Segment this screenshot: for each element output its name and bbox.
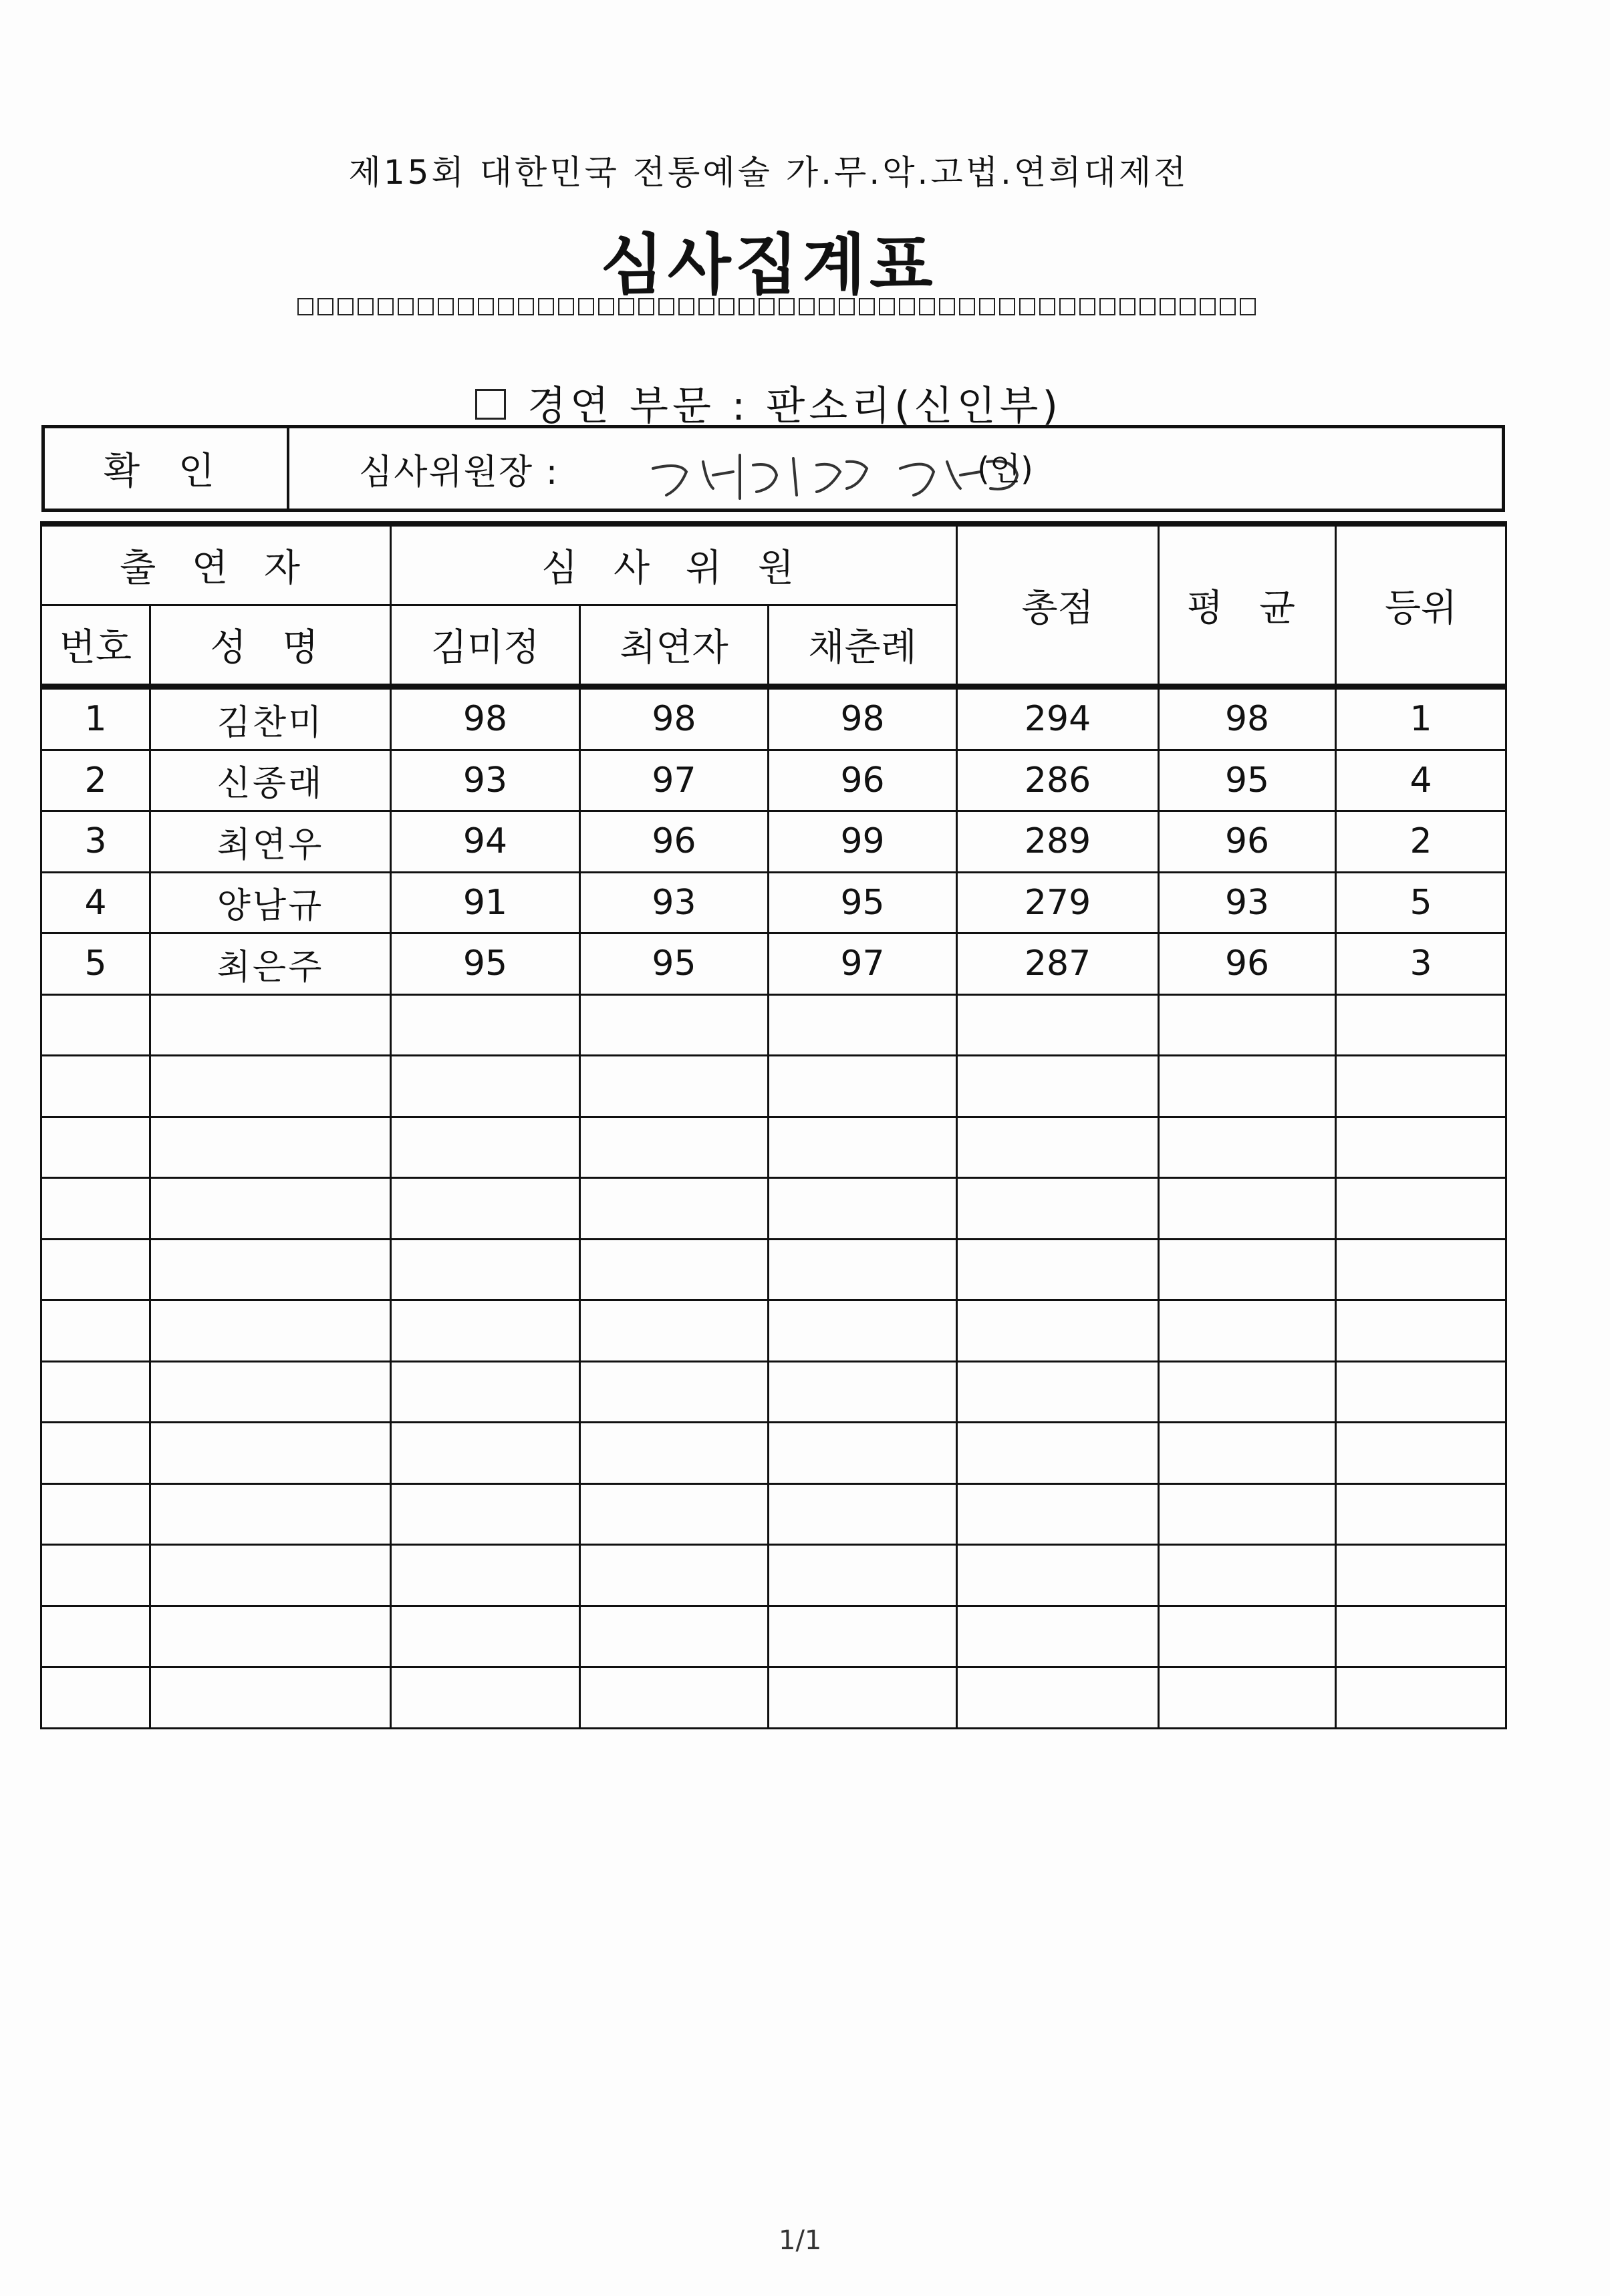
empty-cell: [41, 994, 150, 1056]
empty-cell: [769, 1423, 957, 1484]
empty-cell: [1336, 1178, 1506, 1240]
table-row: [41, 872, 1506, 934]
box-glyph: [338, 298, 354, 315]
cell-rank: 2: [1336, 811, 1506, 873]
empty-cell: [41, 1239, 150, 1300]
page-number: 1/1: [779, 2225, 822, 2256]
empty-cell: [957, 1117, 1159, 1178]
empty-cell: [580, 1300, 769, 1362]
cell-name: 김찬미: [150, 687, 391, 750]
empty-cell: [391, 1239, 580, 1300]
box-glyph: [718, 298, 734, 315]
cell-avg: 95: [1159, 750, 1336, 811]
empty-cell: [391, 1300, 580, 1362]
empty-cell: [769, 1667, 957, 1729]
empty-cell: [391, 1117, 580, 1178]
empty-row: [41, 1423, 1506, 1484]
cell-name: 신종래: [150, 750, 391, 811]
box-glyph: [1079, 298, 1095, 315]
empty-cell: [1336, 1239, 1506, 1300]
empty-cell: [769, 1300, 957, 1362]
empty-cell: [150, 1423, 391, 1484]
cell-name: 양남규: [150, 872, 391, 934]
cell-s2: 96: [580, 811, 769, 873]
cell-avg: 98: [1159, 687, 1336, 750]
empty-cell: [580, 1239, 769, 1300]
empty-cell: [1336, 1056, 1506, 1117]
empty-cell: [1159, 1667, 1336, 1729]
empty-row: [41, 1239, 1506, 1300]
cell-s1: 94: [391, 811, 580, 873]
cell-name: 최연우: [150, 811, 391, 873]
empty-cell: [150, 1300, 391, 1362]
rank-header: 등위: [1336, 524, 1506, 687]
empty-cell: [769, 1056, 957, 1117]
cell-s2: 93: [580, 872, 769, 934]
box-glyph: [799, 298, 815, 315]
performer-group-header: 출 연 자: [41, 524, 391, 605]
empty-row: [41, 1056, 1506, 1117]
empty-cell: [580, 1483, 769, 1545]
cell-s3: 95: [769, 872, 957, 934]
box-glyph: [638, 298, 654, 315]
empty-row: [41, 1361, 1506, 1423]
cell-total: 279: [957, 872, 1159, 934]
empty-cell: [1336, 1300, 1506, 1362]
empty-cell: [769, 1178, 957, 1240]
empty-cell: [150, 1178, 391, 1240]
table-row: [41, 750, 1506, 811]
empty-cell: [150, 1056, 391, 1117]
box-glyph: [1220, 298, 1236, 315]
division-line: [0, 374, 1537, 432]
box-glyph: [899, 298, 915, 315]
empty-cell: [1336, 1483, 1506, 1545]
empty-cell: [391, 994, 580, 1056]
empty-cell: [957, 1178, 1159, 1240]
empty-cell: [391, 1178, 580, 1240]
empty-cell: [41, 1178, 150, 1240]
cell-s3: 98: [769, 687, 957, 750]
confirmation-box: [41, 425, 1505, 512]
empty-cell: [580, 1606, 769, 1667]
box-glyph: [999, 298, 1015, 315]
empty-cell: [150, 1545, 391, 1606]
total-header: 총점: [957, 524, 1159, 687]
empty-cell: [150, 1239, 391, 1300]
empty-cell: [1336, 1545, 1506, 1606]
empty-row: [41, 1483, 1506, 1545]
empty-cell: [1159, 1056, 1336, 1117]
cell-total: 294: [957, 687, 1159, 750]
empty-cell: [957, 1300, 1159, 1362]
empty-cell: [1159, 1483, 1336, 1545]
cell-total: 286: [957, 750, 1159, 811]
cell-no: 4: [41, 872, 150, 934]
cell-rank: 1: [1336, 687, 1506, 750]
empty-cell: [580, 1667, 769, 1729]
box-glyph: [939, 298, 955, 315]
table-row: [41, 687, 1506, 750]
empty-cell: [957, 1667, 1159, 1729]
box-glyph: [498, 298, 514, 315]
judge-2-header: 최연자: [580, 605, 769, 687]
box-glyph: [1059, 298, 1075, 315]
box-glyph: [839, 298, 855, 315]
empty-cell: [1159, 1117, 1336, 1178]
empty-cell: [769, 994, 957, 1056]
empty-cell: [41, 1606, 150, 1667]
empty-cell: [580, 1423, 769, 1484]
empty-cell: [769, 1117, 957, 1178]
empty-cell: [1336, 994, 1506, 1056]
empty-cell: [391, 1667, 580, 1729]
box-glyph: [458, 298, 474, 315]
cell-no: 1: [41, 687, 150, 750]
cell-s1: 95: [391, 934, 580, 995]
empty-cell: [41, 1361, 150, 1423]
empty-cell: [391, 1361, 580, 1423]
page-title: 심사집계표: [600, 227, 937, 303]
checkbox-icon: [475, 389, 506, 420]
empty-cell: [957, 1545, 1159, 1606]
empty-cell: [41, 1300, 150, 1362]
cell-s3: 99: [769, 811, 957, 873]
cell-s1: 91: [391, 872, 580, 934]
empty-cell: [580, 1056, 769, 1117]
empty-cell: [150, 1361, 391, 1423]
empty-cell: [769, 1545, 957, 1606]
box-glyph: [518, 298, 534, 315]
empty-row: [41, 1667, 1506, 1729]
box-glyph: [1160, 298, 1176, 315]
empty-cell: [41, 1667, 150, 1729]
empty-row: [41, 1606, 1506, 1667]
box-glyph: [1139, 298, 1156, 315]
cell-no: 3: [41, 811, 150, 873]
cell-avg: 96: [1159, 811, 1336, 873]
empty-cell: [150, 1667, 391, 1729]
chair-label: 심사위원장 :: [359, 452, 559, 492]
box-glyph: [478, 298, 494, 315]
empty-cell: [150, 1117, 391, 1178]
cell-rank: 3: [1336, 934, 1506, 995]
cell-avg: 93: [1159, 872, 1336, 934]
empty-cell: [1159, 994, 1336, 1056]
judges-group-header: 심 사 위 원: [391, 524, 957, 605]
empty-cell: [1336, 1606, 1506, 1667]
box-glyph: [1180, 298, 1196, 315]
empty-cell: [957, 1483, 1159, 1545]
box-glyph: [618, 298, 634, 315]
box-glyph: [919, 298, 935, 315]
box-glyph: [859, 298, 875, 315]
empty-cell: [1336, 1117, 1506, 1178]
box-glyph: [598, 298, 614, 315]
cell-s2: 95: [580, 934, 769, 995]
judge-1-header: 김미정: [391, 605, 580, 687]
box-glyph: [297, 298, 313, 315]
empty-cell: [957, 1423, 1159, 1484]
cell-no: 5: [41, 934, 150, 995]
empty-cell: [391, 1606, 580, 1667]
cell-avg: 96: [1159, 934, 1336, 995]
box-glyph: [1119, 298, 1135, 315]
empty-cell: [1159, 1300, 1336, 1362]
cell-total: 287: [957, 934, 1159, 995]
box-glyph: [418, 298, 434, 315]
box-glyph: [979, 298, 995, 315]
box-glyph: [578, 298, 594, 315]
empty-cell: [580, 1361, 769, 1423]
empty-cell: [41, 1483, 150, 1545]
cell-s2: 98: [580, 687, 769, 750]
empty-cell: [957, 1361, 1159, 1423]
empty-cell: [41, 1056, 150, 1117]
empty-cell: [150, 994, 391, 1056]
box-glyph: [438, 298, 454, 315]
score-rows: [41, 687, 1506, 1729]
cell-s1: 93: [391, 750, 580, 811]
box-glyph: [398, 298, 414, 315]
cell-s2: 97: [580, 750, 769, 811]
box-glyph: [358, 298, 374, 315]
empty-cell: [1159, 1361, 1336, 1423]
cell-s3: 96: [769, 750, 957, 811]
empty-row: [41, 1545, 1506, 1606]
seal-mark: (인): [977, 450, 1033, 488]
box-glyph: [1200, 298, 1216, 315]
empty-cell: [580, 1545, 769, 1606]
name-header: 성 명: [150, 605, 391, 687]
cell-s3: 97: [769, 934, 957, 995]
division-text: 경연 부문 : 판소리(신인부): [527, 383, 1062, 430]
empty-cell: [957, 994, 1159, 1056]
empty-cell: [769, 1606, 957, 1667]
box-glyph: [378, 298, 394, 315]
empty-cell: [41, 1545, 150, 1606]
box-glyph: [879, 298, 895, 315]
empty-cell: [391, 1483, 580, 1545]
empty-cell: [391, 1056, 580, 1117]
cell-s1: 98: [391, 687, 580, 750]
box-glyph: [779, 298, 795, 315]
box-glyph: [739, 298, 755, 315]
empty-cell: [1159, 1239, 1336, 1300]
empty-cell: [1336, 1423, 1506, 1484]
average-header: 평 균: [1159, 524, 1336, 687]
empty-cell: [391, 1545, 580, 1606]
box-glyph: [558, 298, 574, 315]
empty-cell: [150, 1483, 391, 1545]
cell-total: 289: [957, 811, 1159, 873]
empty-cell: [1159, 1423, 1336, 1484]
score-table: [40, 521, 1505, 1731]
empty-row: [41, 1300, 1506, 1362]
empty-row: [41, 1178, 1506, 1240]
box-glyph: [959, 298, 975, 315]
judge-3-header: 채춘례: [769, 605, 957, 687]
box-glyph: [658, 298, 674, 315]
empty-cell: [580, 994, 769, 1056]
cell-rank: 5: [1336, 872, 1506, 934]
table-row: [41, 811, 1506, 873]
box-glyph: [1019, 298, 1035, 315]
empty-cell: [580, 1178, 769, 1240]
box-glyph: [678, 298, 694, 315]
empty-cell: [957, 1056, 1159, 1117]
empty-cell: [1159, 1545, 1336, 1606]
box-glyph: [819, 298, 835, 315]
box-glyph: [1039, 298, 1055, 315]
cell-name: 최은주: [150, 934, 391, 995]
cell-no: 2: [41, 750, 150, 811]
empty-row: [41, 994, 1506, 1056]
confirm-label: 확 인: [45, 428, 289, 509]
box-glyph: [538, 298, 554, 315]
table-row: [41, 934, 1506, 995]
decorative-box-line: [297, 298, 1256, 315]
event-subtitle: 제15회 대한민국 전통예술 가.무.악.고법.연희대제전: [348, 153, 1189, 192]
empty-row: [41, 1117, 1506, 1178]
empty-cell: [769, 1483, 957, 1545]
empty-cell: [769, 1361, 957, 1423]
empty-cell: [41, 1117, 150, 1178]
box-glyph: [698, 298, 714, 315]
empty-cell: [1336, 1361, 1506, 1423]
cell-rank: 4: [1336, 750, 1506, 811]
empty-cell: [1336, 1667, 1506, 1729]
empty-cell: [957, 1239, 1159, 1300]
empty-cell: [957, 1606, 1159, 1667]
box-glyph: [317, 298, 333, 315]
empty-cell: [41, 1423, 150, 1484]
empty-cell: [391, 1423, 580, 1484]
box-glyph: [1240, 298, 1256, 315]
box-glyph: [759, 298, 775, 315]
number-header: 번호: [41, 605, 150, 687]
empty-cell: [580, 1117, 769, 1178]
box-glyph: [1099, 298, 1115, 315]
empty-cell: [150, 1606, 391, 1667]
empty-cell: [769, 1239, 957, 1300]
empty-cell: [1159, 1606, 1336, 1667]
empty-cell: [1159, 1178, 1336, 1240]
